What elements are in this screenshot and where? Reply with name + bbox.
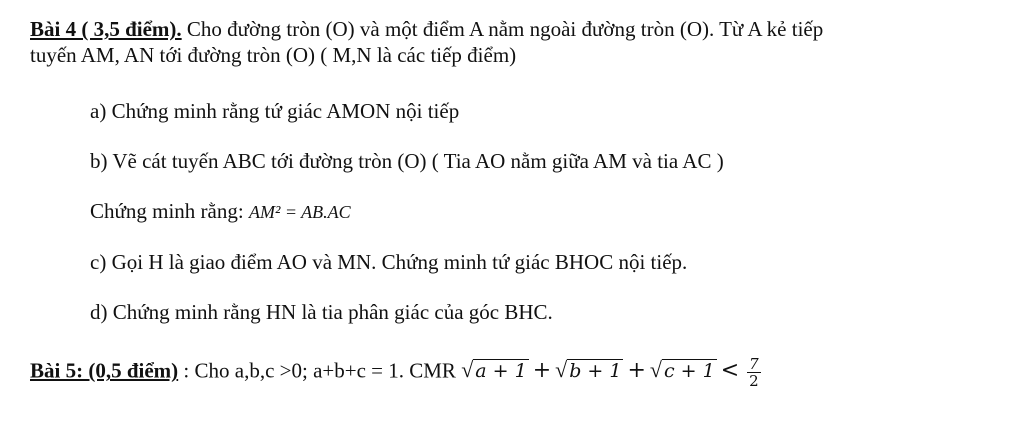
plus-sign-2: + [627, 358, 646, 384]
sqrt-term-3: √ c + 1 [649, 357, 715, 383]
plus-sign-1: + [532, 358, 552, 384]
problem5-heading: Bài 5: (0,5 điểm) [30, 358, 179, 383]
problem4-heading: Bài 4 ( 3,5 điểm). [30, 17, 182, 41]
less-than-sign: < [720, 358, 740, 384]
problem5-text: : Cho a,b,c >0; a+b+c = 1. CMR [183, 358, 456, 383]
problem4-part-a: a) Chứng minh rằng tứ giác AMON nội tiếp [90, 99, 460, 123]
sqrt-term-2: √ b + 1 [555, 357, 622, 383]
problem4-intro-text1: Cho đường tròn (O) và một điểm A nằm ngoài đường tròn (O). Từ A kẻ tiếp [186, 17, 824, 41]
problem4-prove-formula: AM² = AB.AC [248, 202, 351, 222]
problem5-line [30, 356, 761, 389]
problem4-prove-line [90, 198, 351, 225]
sqrt-radicand-3: c + 1 [663, 360, 715, 383]
problem4-part-b: b) Vẽ cát tuyến ABC tới đường tròn (O) ( Tia AO nằm giữa AM và tia AC ) [90, 149, 724, 173]
problem4-prove-label: Chứng minh rằng: [90, 199, 244, 223]
problem4-intro-line2 [30, 42, 516, 68]
sqrt-radicand-2: b + 1 [569, 360, 622, 383]
problem4-part-c: c) Gọi H là giao điểm AO và MN. Chứng minh tứ giác BHOC nội tiếp. [90, 250, 688, 274]
fraction-seven-halves [747, 356, 761, 389]
fraction-denominator: 2 [749, 372, 759, 390]
sqrt-radicand-1: a + 1 [475, 360, 527, 383]
sqrt-term-1: √ a + 1 [461, 357, 527, 383]
problem4-intro-text2: tuyến AM, AN tới đường tròn (O) ( M,N là các tiếp điểm) [30, 43, 517, 67]
fraction-numerator: 7 [749, 355, 759, 373]
problem4-part-d: d) Chứng minh rằng HN là tia phân giác của góc BHC. [90, 300, 553, 324]
problem4-intro-line1 [30, 16, 823, 42]
